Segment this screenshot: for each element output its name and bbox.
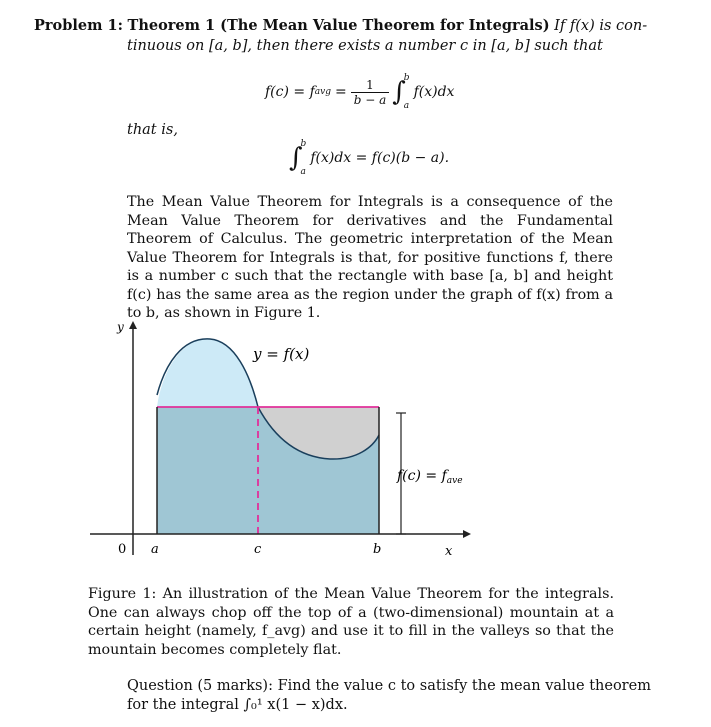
eq1-equals: = xyxy=(334,84,347,100)
figure-caption: Figure 1: An illustration of the Mean Value Theorem for the integrals. One can always chop off the top of a (two-dimensional) mountain at a certain height (namely, f_avg) and use it to fill in the valleys so that the mountain becomes completely flat. xyxy=(88,586,614,658)
statement-line2: tinuous on [a, b], then there exists a number c in [a, b] such that xyxy=(127,38,603,54)
question-line2: for the integral ∫₀¹ x(1 − x)dx. xyxy=(127,697,348,713)
eq1-sub: avg xyxy=(314,87,331,97)
statement-tail: If f(x) is con- xyxy=(554,18,648,34)
eq1-lower: a xyxy=(403,101,410,111)
eq1-fraction xyxy=(351,78,390,107)
eq1-lhs: f(c) = f xyxy=(265,84,315,100)
problem-label: Problem 1: xyxy=(34,17,123,34)
b-label: b xyxy=(373,542,382,557)
eq1-integral xyxy=(392,73,409,111)
problem-statement-line1 xyxy=(34,17,674,35)
c-label: c xyxy=(254,542,262,557)
curve-label: y = f(x) xyxy=(253,345,310,363)
x-axis-label: x xyxy=(445,544,453,559)
mvt-figure xyxy=(85,315,485,570)
explanation-paragraph: The Mean Value Theorem for Integrals is a consequence of the Mean Value Theorem for derivatives and the Fundamental Theorem of Calculus. The geometric interpretation of the Mean Value Theorem for Integrals is that, for positive functions f, there is a number c such that the rectangle with base [a, b] and height f(c) has the same area as the region under the graph of f(x) from a to b, as shown in Figure 1. xyxy=(127,194,613,321)
a-label: a xyxy=(151,542,159,557)
that-is-text: that is, xyxy=(127,122,178,138)
area-above-rect xyxy=(157,339,258,407)
eq2-lower: a xyxy=(300,167,306,177)
y-axis-label: y xyxy=(117,320,124,334)
integral-sign-icon: ∫ xyxy=(392,77,406,107)
y-axis-arrow-icon xyxy=(129,321,137,329)
equation-favg xyxy=(265,70,454,114)
fave-main: f(c) = f xyxy=(397,468,447,484)
equation-integral xyxy=(289,136,449,180)
eq1-integrand: f(x)dx xyxy=(413,84,455,100)
eq1-denominator: b − a xyxy=(353,92,387,107)
eq2-upper: b xyxy=(300,139,307,149)
integral-sign-icon: ∫ xyxy=(289,143,303,173)
origin-label: 0 xyxy=(118,542,127,557)
question-line1: Question (5 marks): Find the value c to satisfy the mean value theorem xyxy=(127,678,651,694)
eq2-integral xyxy=(289,139,306,177)
eq2-body: f(x)dx = f(c)(b − a). xyxy=(310,150,450,166)
x-axis-arrow-icon xyxy=(463,530,471,538)
eq1-numerator: 1 xyxy=(351,78,390,93)
fave-sub: ave xyxy=(446,476,463,486)
fave-label xyxy=(396,468,463,486)
eq1-upper: b xyxy=(403,73,410,83)
theorem-title: Theorem 1 (The Mean Value Theorem for Integrals) xyxy=(127,17,550,34)
